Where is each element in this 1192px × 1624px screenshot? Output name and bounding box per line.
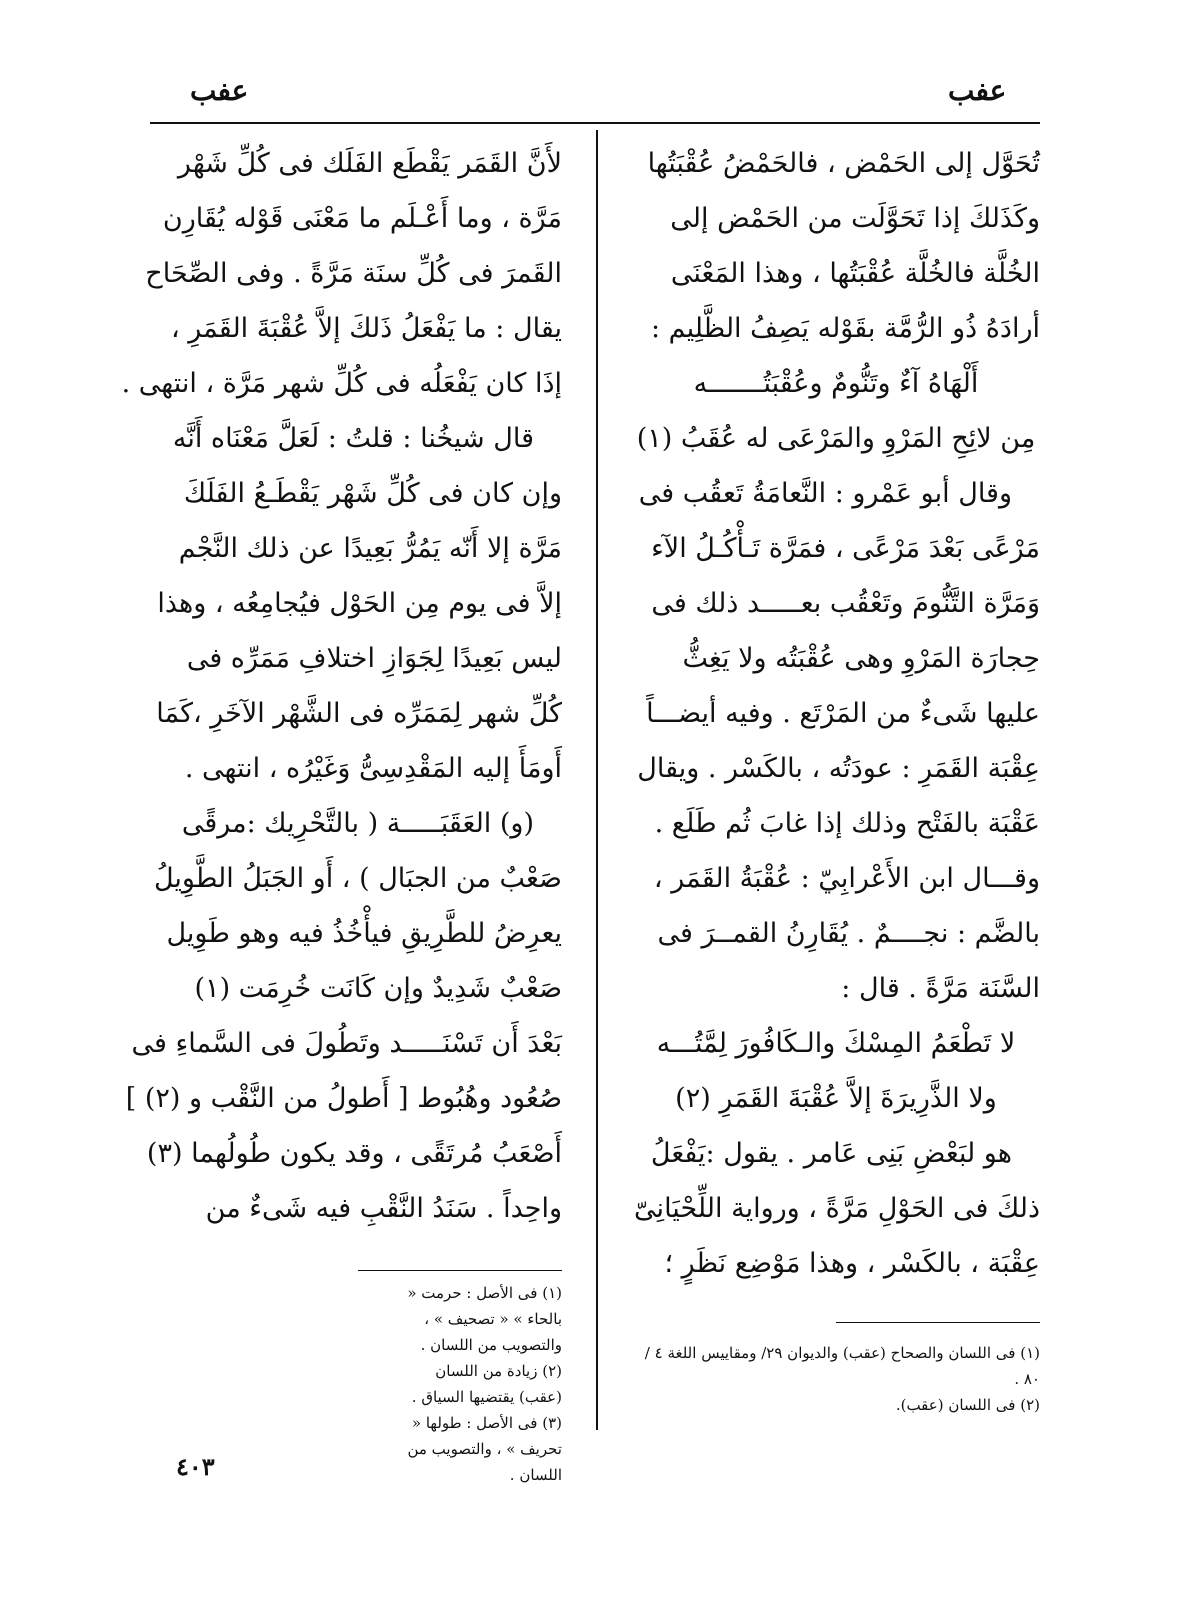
right-line-3: الخُلَّة فالخُلَّة عُقْبَتُها ، وهذا المَعْنَى [670,258,1040,289]
right-line-20: ذلكَ فى الحَوْلِ مَرَّةً ، ورواية اللِّحْيَانِىّ [634,1193,1040,1224]
left-line-20: واحِداً . سَنَدُ النَّقْبِ فيه شَىءٌ من [205,1193,562,1224]
right-line-21: عِقْبَة ، بالكَسْر ، وهذا مَوْضِع نَظَرٍ ؛ [664,1248,1040,1279]
left-line-2: مَرَّة ، وما أَعْـلَم ما مَعْنَى قَوْله يُقَارِن [162,203,562,234]
left-column [121,136,562,1236]
left-footnote-2: (٢) زيادة من اللسان (عقب) يقتضيها السياق . [411,1362,562,1406]
right-line-13: عَقْبَة بالفَتْح وذلك إذا غابَ ثُم طَلَع . [654,808,1040,839]
left-line-11: كُلِّ شهر لِمَمَرِّه فى الشَّهْر الآخَرِ ،كَمَا [156,698,562,729]
right-verse-1a: أَلْهَاهُ آءٌ وتَنُّومٌ وعُقْبَتُـــــــه [693,368,979,399]
left-line-5: إذَا كان يَفْعَلُه فى كُلِّ شهر مَرَّة ، انتهى . [121,368,562,399]
left-line-17: بَعْدَ أَن تَسْنَـــــد وتَطُولَ فى السَّماءِ فى [131,1028,562,1059]
left-line-10: ليس بَعِيدًا لِجَوَازِ اختلافِ مَمَرِّه فى [186,643,562,674]
right-footnote-rule [836,1322,1040,1323]
left-footnote-1: (١) فى الأصل : حرمت « بالحاء » « تصحيف » ، والتصويب من اللسان . [407,1284,562,1354]
right-footnotes [632,1340,1040,1418]
page-number: ٤٠٣ [176,1452,215,1481]
left-line-4: يقال : ما يَفْعَلُ ذَلكَ إلاَّ عُقْبَةَ القَمَرِ ، [170,313,562,344]
right-footnote-2: (٢) فى اللسان (عقب). [895,1396,1040,1414]
left-footnote-3: (٣) فى الأصل : طولها « تحريف » ، والتصويب من اللسان . [407,1414,562,1484]
left-line-6: قال شيخُنا : قلتُ : لَعَلَّ مَعْنَاه أَنَّه [172,423,534,454]
right-line-7: وقال أبو عَمْرو : النَّعامَةُ تَعقُب فى [638,478,1012,509]
left-line-1: لأَنَّ القَمَر يَقْطَع الفَلَك فى كُلِّ شَهْر [177,148,562,179]
right-line-8: مَرْعًى بَعْدَ مَرْعًى ، فمَرَّة تَـأْكُـلُ الآء [651,533,1040,564]
left-footnotes [400,1280,562,1488]
column-divider [596,130,598,1430]
right-line-9: وَمَرَّة التَّنُّومَ وتَعْقُب بعـــــد ذلك فى [651,588,1040,619]
left-line-3: القَمرَ فى كُلِّ سنَة مَرَّةً . وفى الصِّحَاح [145,258,562,289]
right-footnote-1: (١) فى اللسان والصحاح (عقب) والديوان ٢٩/ ومقاييس اللغة ٤ / ٨٠ . [644,1344,1040,1388]
right-verse-2a: لا تَطْعَمُ المِسْكَ والـكَافُورَ لِمَّتُـــه [656,1028,1016,1059]
right-line-15: بالضَّم : نجــــمٌ . يُقَارِنُ القمــرَ فى [657,918,1040,949]
right-line-19: هو لبَعْضِ بَنِى عَامر . يقول :يَفْعَلُ [650,1138,1012,1169]
left-footnote-rule [358,1270,562,1271]
left-line-8: مَرَّة إلا أَنّه يَمُرُّ بَعِيدًا عن ذلك النَّجْم [178,533,562,564]
left-line-12: أَومَأَ إليه المَقْدِسِىُّ وَغَيْرُه ، انتهى . [184,753,562,784]
right-line-14: وقـــال ابن الأَعْرابِيّ : عُقْبَةُ القَمَر ، [653,863,1040,894]
right-line-11: عليها شَىءٌ من المَرْتَع . وفيه أيضـــاً [646,698,1040,729]
left-line-18: صُعُود وهُبُوط [ أَطولُ من النَّقْب و (٢) ] [125,1083,562,1114]
left-line-14: صَعْبٌ من الجبَال ) ، أَو الجَبَلُ الطَّوِيلُ [153,863,562,894]
right-column [632,136,1040,1291]
right-line-10: حِجارَة المَرْوِ وهى عُقْبَتُه ولا يَغِثُّ [682,643,1040,674]
right-line-4: أرادَهُ ذُو الرُّمَّة بقَوْله يَصِفُ الظَّلِيم : [650,313,1040,344]
header-rule [150,122,1040,124]
left-line-15: يعرِضُ للطَّرِيقِ فيأْخُذُ فيه وهو طَوِيل [166,918,562,949]
left-line-9: إلاَّ فى يوم مِن الحَوْل فيُجامِعُه ، وهذا [157,588,562,619]
left-line-7: وإن كان فى كُلِّ شَهْر يَقْطَـعُ الفَلَكَ [183,478,562,509]
header-right-word: عفب [948,74,1007,107]
right-line-16: السَّنَة مَرَّةً . قال : [841,973,1040,1004]
right-verse-2b: ولا الذَّرِيرَةَ إلاَّ عُقْبَةَ القَمَرِ (٢) [675,1083,997,1114]
right-verse-1b: مِن لائِحِ المَرْوِ والمَرْعَى له عُقَبُ (١) [636,423,1036,454]
right-line-1: تُحَوَّل إلى الحَمْض ، فالحَمْضُ عُقْبَتُها [647,148,1040,179]
left-line-13: (و) العَقَبَـــــة ( بالتَّحْرِيك :مرقًى [181,808,534,839]
right-line-2: وكَذَلكَ إذا تَحَوَّلَت من الحَمْض إلى [670,203,1040,234]
left-line-16: صَعْبٌ شَدِيدٌ وإن كَانَت خُرِمَت (١) [194,973,562,1004]
left-line-19: أَصْعَبُ مُرتَقًى ، وقد يكون طُولُهما (٣) [146,1138,562,1169]
right-line-12: عِقْبَة القَمَرِ : عودَتُه ، بالكَسْر . ويقال [637,753,1040,784]
header-left-word: عفب [190,74,249,107]
